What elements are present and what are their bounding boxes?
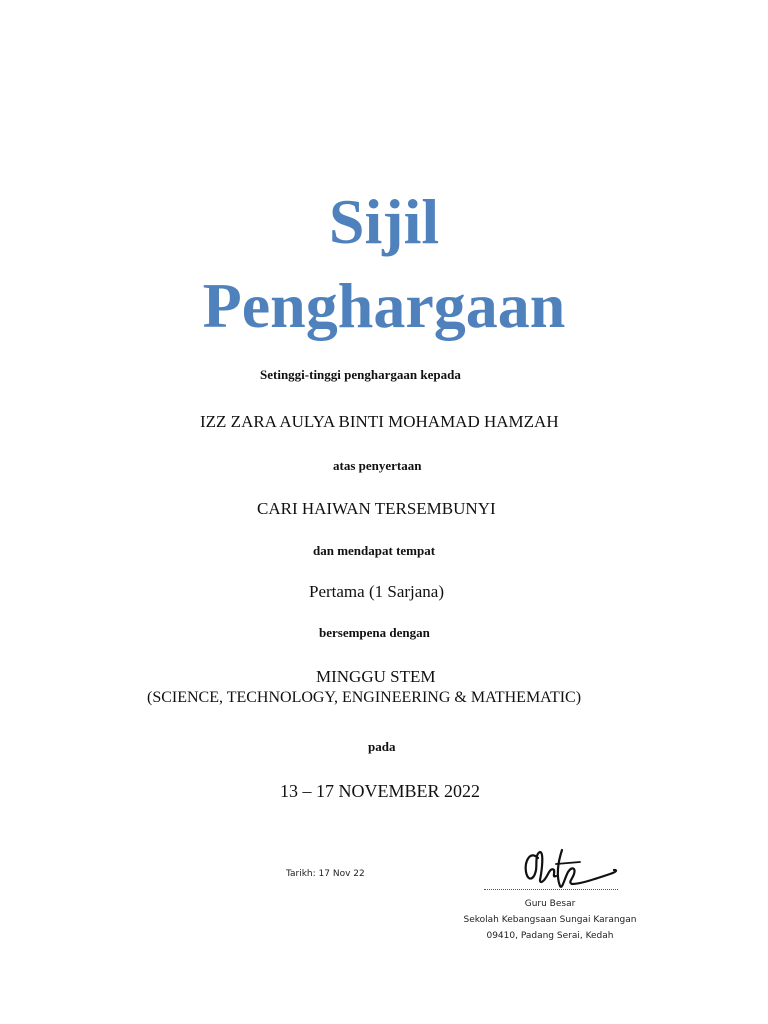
occasion-subtitle: (SCIENCE, TECHNOLOGY, ENGINEERING & MATHEMATIC): [147, 689, 582, 706]
place-label: dan mendapat tempat: [313, 543, 436, 558]
occasion-label: bersempena dengan: [319, 625, 430, 640]
signature-icon: [510, 840, 630, 900]
date-label: pada: [368, 739, 396, 754]
certificate-title-line1: Sijil: [328, 186, 440, 257]
recipient-name: IZZ ZARA AULYA BINTI MOHAMAD HAMZAH: [200, 412, 559, 431]
signatory-address: 09410, Padang Serai, Kedah: [486, 931, 614, 941]
signatory-role: Guru Besar: [524, 899, 576, 909]
issued-date: Tarikh: 17 Nov 22: [286, 869, 365, 879]
signatory-school: Sekolah Kebangsaan Sungai Karangan: [463, 915, 637, 925]
place-value: Pertama (1 Sarjana): [309, 582, 444, 601]
signature-line: [484, 889, 618, 890]
event-date: 13 – 17 NOVEMBER 2022: [280, 781, 481, 801]
participation-label: atas penyertaan: [333, 458, 422, 473]
certificate-title-line2: Penghargaan: [202, 270, 566, 341]
event-name: CARI HAIWAN TERSEMBUNYI: [257, 499, 496, 518]
intro-text: Setinggi-tinggi penghargaan kepada: [260, 367, 461, 382]
occasion-name: MINGGU STEM: [316, 667, 436, 686]
